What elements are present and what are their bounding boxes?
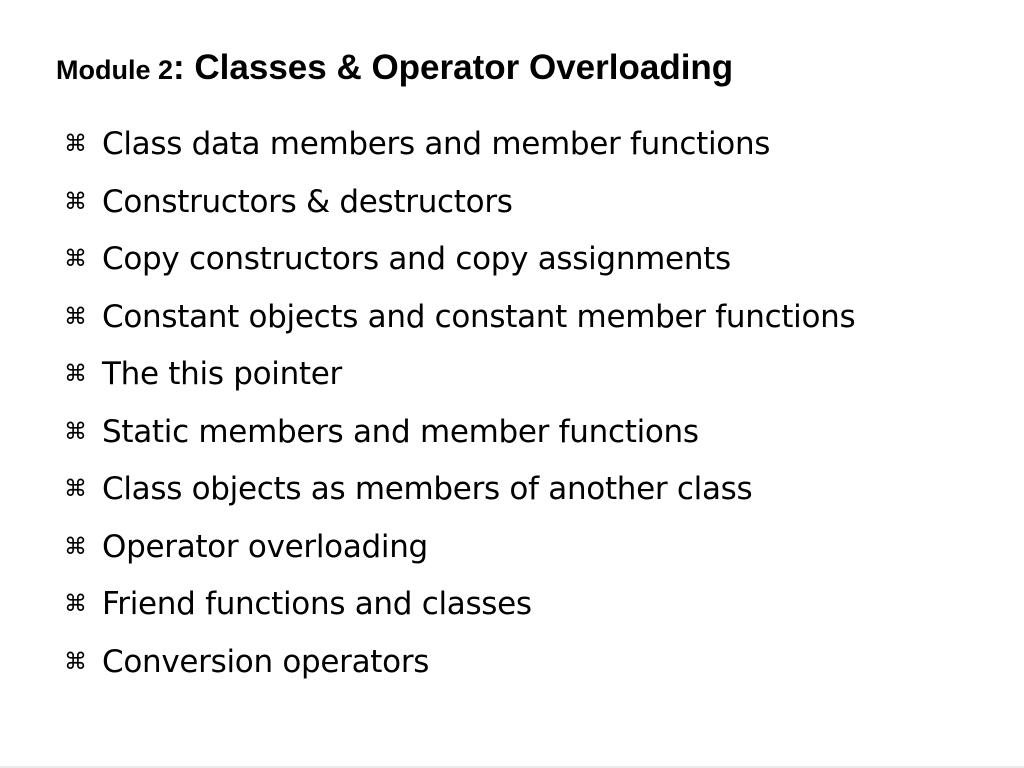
bullet-text: Static members and member functions	[102, 413, 699, 450]
bullet-text: Constructors & destructors	[102, 183, 513, 220]
list-item	[64, 174, 855, 232]
list-item	[64, 519, 855, 577]
list-item	[64, 404, 855, 462]
list-item	[64, 346, 855, 404]
bullet-icon: ⌘	[64, 188, 87, 215]
list-item	[64, 231, 855, 289]
bullet-icon: ⌘	[64, 418, 87, 445]
list-item	[64, 289, 855, 347]
title-topic: : Classes & Operator Overloading	[173, 48, 734, 87]
bullet-text: Constant objects and constant member functions	[102, 298, 856, 335]
bullet-icon: ⌘	[64, 533, 87, 560]
bullet-text: Copy constructors and copy assignments	[102, 241, 731, 278]
bullet-icon: ⌘	[64, 476, 87, 503]
bullet-text: Class objects as members of another class	[102, 471, 753, 508]
bullet-text: Friend functions and classes	[102, 586, 532, 623]
bullet-text: Conversion operators	[102, 643, 430, 680]
bullet-icon: ⌘	[64, 131, 87, 158]
bullet-icon: ⌘	[64, 246, 87, 273]
bullet-text: Operator overloading	[102, 528, 428, 565]
bullet-text: Class data members and member functions	[102, 126, 771, 163]
bullet-list	[64, 116, 855, 691]
list-item	[64, 461, 855, 519]
slide-title	[56, 50, 733, 85]
list-item	[64, 576, 855, 634]
bullet-icon: ⌘	[64, 361, 87, 388]
bullet-icon: ⌘	[64, 303, 87, 330]
title-module-label: Module 2	[56, 55, 174, 85]
bullet-icon: ⌘	[64, 591, 87, 618]
list-item	[64, 634, 855, 692]
list-item	[64, 116, 855, 174]
bullet-text: The this pointer	[102, 356, 343, 393]
bullet-icon: ⌘	[64, 648, 87, 675]
